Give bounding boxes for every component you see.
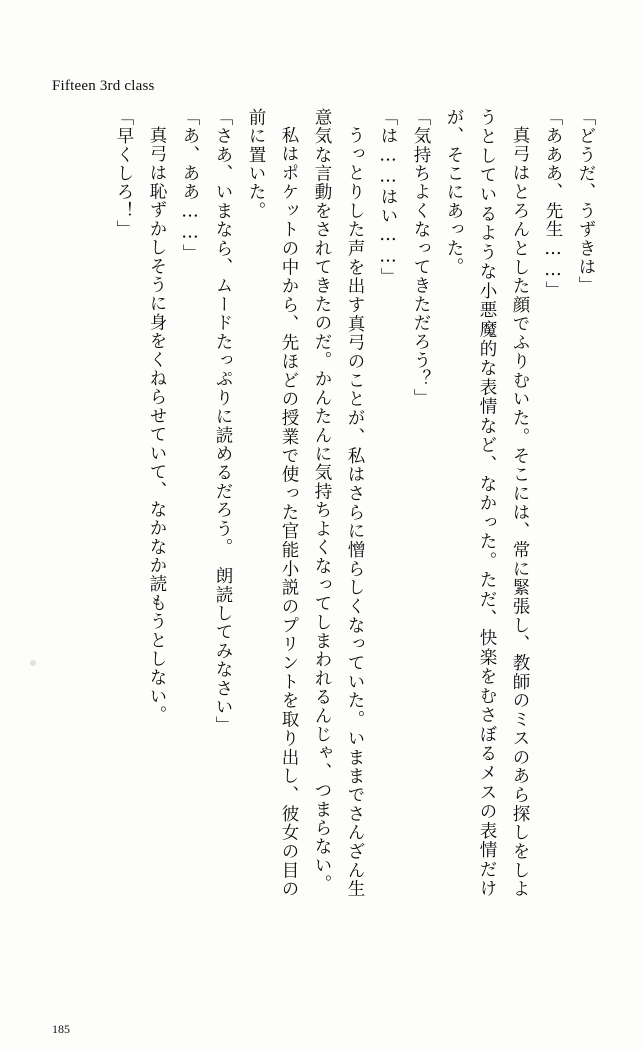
body-text-block [40, 108, 602, 898]
paragraph: 「あ、ああ……」 [180, 108, 200, 263]
paragraph: 「あああ、先生……」 [543, 108, 563, 300]
paper-smudge [30, 660, 36, 666]
paragraph: 「早くしろ！」 [114, 108, 134, 239]
paragraph: 真弓はとろんとした顔でふりむいた。そこには、常に緊張し、教師のミスのあら探しをしようとしているような小悪魔的な表情など、なかった。ただ、快楽をむさぼるメスの表情だけが、そこにあった。 [444, 108, 530, 898]
paragraph: 「は……はい……」 [378, 108, 398, 287]
paragraph: 「どうだ、うずきは」 [576, 108, 596, 295]
paragraph: うっとりした声を出す真弓のことが、私はさらに憎らしくなっていた。いままでさんざん生意気な言動をされてきたのだ。かんたんに気持ちよくなってしまわれるんじゃ、つまらない。 [312, 108, 365, 898]
paragraph: 私はポケットの中から、先ほどの授業で使った官能小説のプリントを取り出し、彼女の目の前に置いた。 [246, 108, 299, 898]
paragraph: 真弓は恥ずかしそうに身をくねらせていて、なかなか読もうとしない。 [147, 125, 167, 724]
paragraph: 「さあ、いまなら、ムードたっぷりに読めるだろう。 朗読してみなさい」 [213, 108, 233, 736]
page-number: 185 [52, 1022, 70, 1036]
running-header: Fifteen 3rd class [52, 78, 155, 94]
paragraph: 「気持ちよくなってきただろう？」 [411, 108, 431, 408]
